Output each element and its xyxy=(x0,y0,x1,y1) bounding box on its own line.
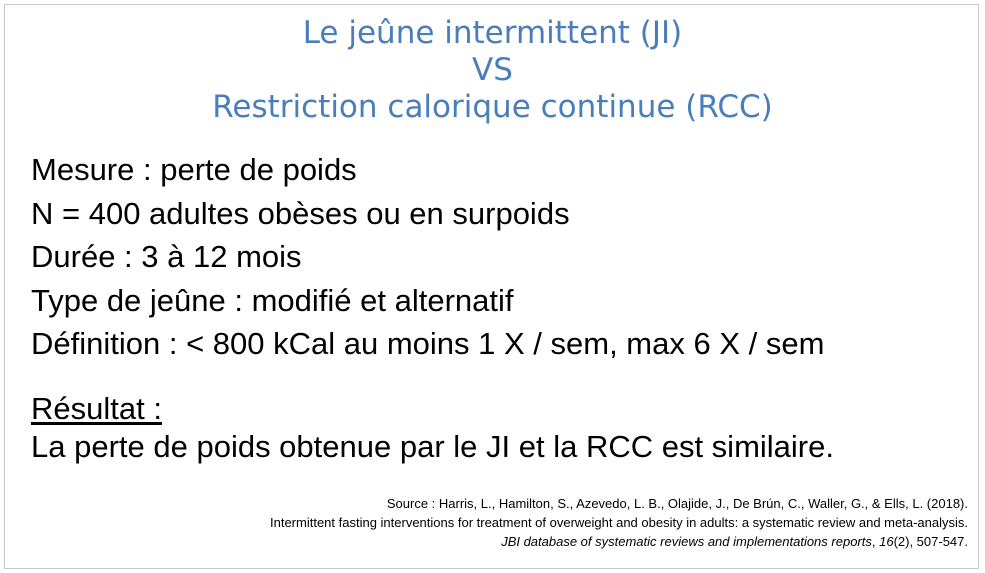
title-line-2: VS xyxy=(472,52,513,88)
source-journal: JBI database of systematic reviews and implementations reports xyxy=(501,534,872,549)
result-text: La perte de poids obtenue par le JI et la RCC est similaire. xyxy=(31,429,834,464)
slide xyxy=(4,4,979,569)
source-issue-pages: (2), 507-547. xyxy=(893,534,968,549)
detail-measure: Mesure : perte de poids xyxy=(31,152,357,187)
study-details xyxy=(31,148,824,366)
source-line-3 xyxy=(270,532,968,551)
detail-sample-size: N = 400 adultes obèses ou en surpoids xyxy=(31,195,570,231)
source-volume: 16 xyxy=(879,534,894,549)
slide-title xyxy=(5,15,980,126)
title-line-1: Le jeûne intermittent (JI) xyxy=(302,15,683,51)
source-citation xyxy=(270,494,968,551)
detail-fasting-type: Type de jeûne : modifié et alternatif xyxy=(31,282,514,318)
result-section xyxy=(31,390,834,466)
title-line-3: Restriction calorique continue (RCC) xyxy=(212,89,773,125)
detail-definition: Définition : < 800 kCal au moins 1 X / sem, max 6 X / sem xyxy=(31,326,825,361)
source-separator: , xyxy=(871,534,880,549)
detail-duration: Durée : 3 à 12 mois xyxy=(31,239,302,274)
source-line-2: Intermittent fasting interventions for treatment of overweight and obesity in adults: a systematic review and meta-analysis. xyxy=(269,515,968,530)
result-label: Résultat : xyxy=(31,391,162,426)
source-line-1: Source : Harris, L., Hamilton, S., Azevedo, L. B., Olajide, J., De Brún, C., Waller, G., & Ells, L. (2018). xyxy=(386,496,968,511)
